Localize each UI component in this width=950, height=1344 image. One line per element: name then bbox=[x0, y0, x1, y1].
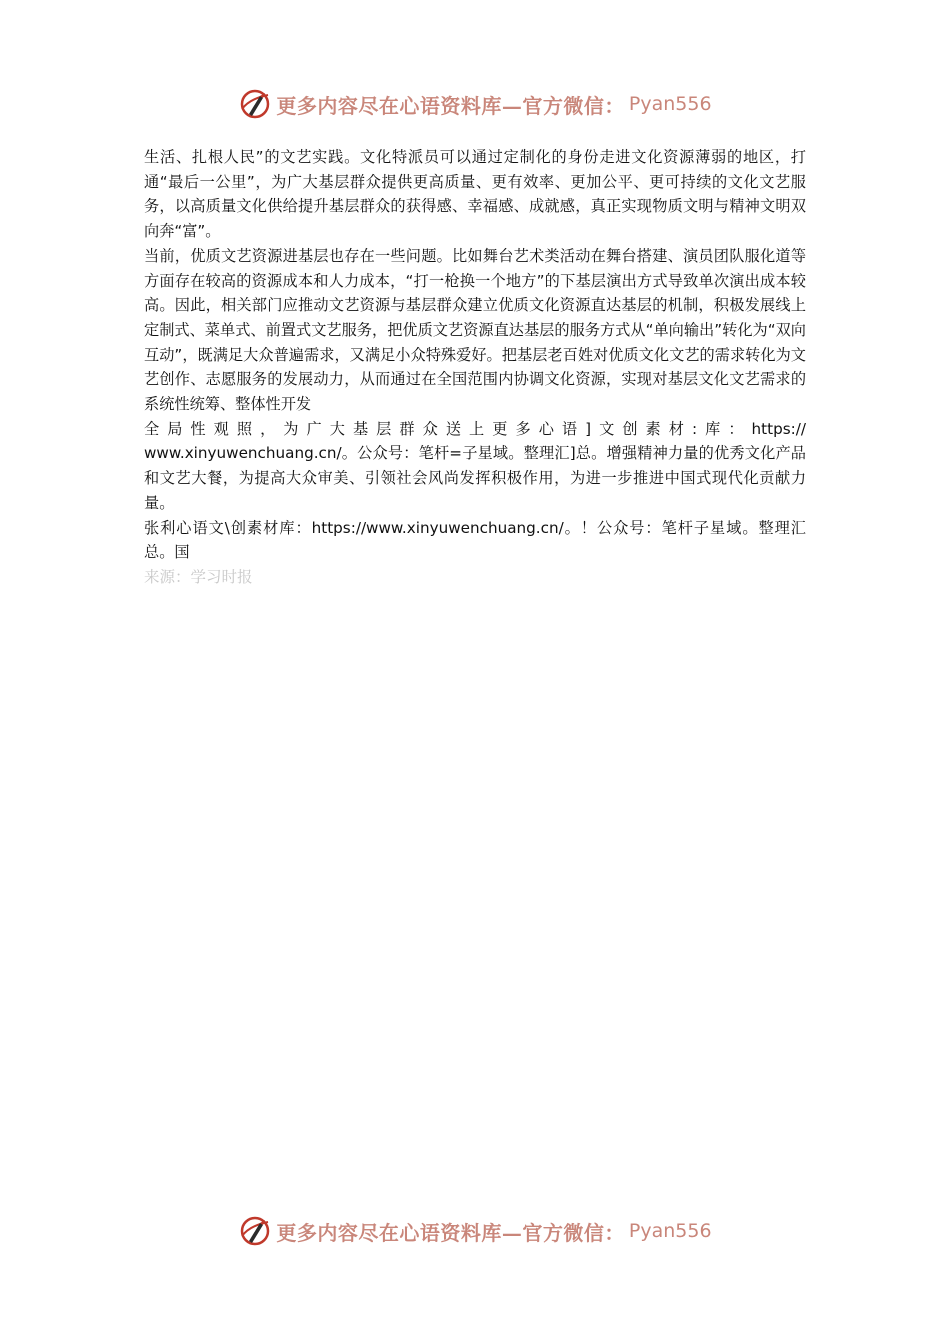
wechat-id: Pyan556 bbox=[628, 1220, 712, 1242]
paragraph: 张利心语文\创素材库：https://www.xinyuwenchuang.cn/。！公众号：笔杆子星域。整理汇总。国 bbox=[144, 518, 806, 562]
pen-nib-logo-icon bbox=[238, 1214, 272, 1248]
paragraph-text: 当前，优质文艺资源进基层也存在一些问题。比如舞台艺术类活动在舞台搭建、演员团队服化道等方面存在较高的资源成本和人力成本，“打一枪换一个地方”的下基层演出方式导致单次演出成本较高。因此，相关部门应推动文艺资源与基层群众建立优质文化资源直达基层的机制，积极发展线上定制式、菜单式、前置式文艺服务，把优质文艺资源直达基层的服务方式从“单向输出”转化为“双向互动”，既满足大众普遍需求，又满足小众特殊爱好。把基层老百姓对优质文化文艺的需求转化为文艺创作、志愿服务的发展动力，从而通过在全国范围内协调文化资源，实现对基层文化文艺需求的系统性统筹、整体性开发 bbox=[144, 246, 806, 414]
paragraph-text: www.xinyuwenchuang.cn/。公众号：笔杆=子星域。整理汇]总。增强精神力量的优秀文化产品和文艺大餐，为提高大众审美、引领社会风尚发挥积极作用，为进一步推进中国式现代化贡献力量。 bbox=[144, 444, 806, 512]
wechat-id: Pyan556 bbox=[628, 93, 712, 115]
article-body bbox=[144, 145, 806, 590]
banner-title: 更多内容尽在心语资料库—官方微信： bbox=[276, 93, 625, 118]
header-banner bbox=[0, 84, 950, 124]
paragraph: 生活、扎根人民”的文艺实践。文化特派员可以通过定制化的身份走进文化资源薄弱的地区，打通“最后一公里”，为广大基层群众提供更高质量、更有效率、更加公平、更可持续的文化文艺服务，以高质量文化供给提升基层群众的获得感、幸福感、成就感，真正实现物质文明与精神文明双向奔“富”。 bbox=[144, 148, 806, 241]
pen-nib-logo-icon bbox=[238, 87, 272, 121]
source-line: 来源：学习时报 bbox=[144, 567, 253, 586]
spread-line: 全局性观照，为广大基层群众送上更多心语]文创素材:库：https:// bbox=[144, 419, 806, 438]
footer-banner bbox=[0, 1211, 950, 1251]
banner-title: 更多内容尽在心语资料库—官方微信： bbox=[276, 1220, 625, 1245]
paragraph bbox=[144, 244, 806, 516]
